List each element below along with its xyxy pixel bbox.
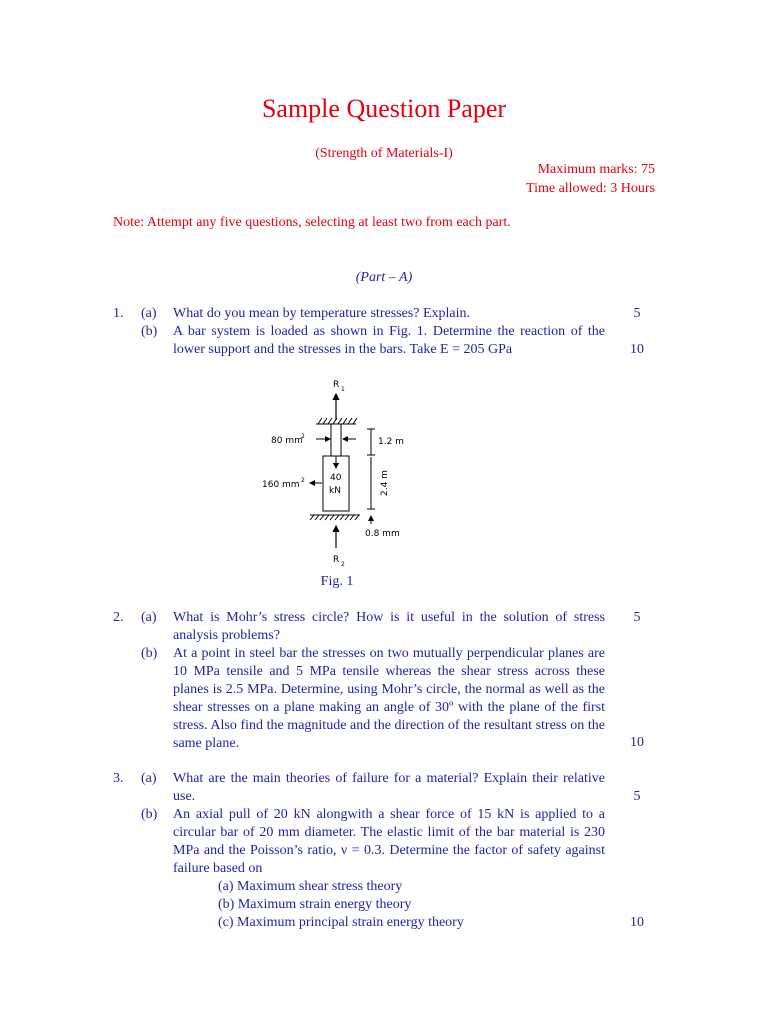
option-item: (a) Maximum shear stress theory: [218, 879, 403, 894]
thin-bar: [331, 424, 341, 456]
max-marks: Maximum marks: 75: [537, 162, 655, 177]
reaction-label: R: [333, 555, 340, 565]
question-number: 3.: [113, 771, 124, 786]
question-text: At a point in steel bar the stresses on two mutually perpendicular planes are 10 MPa tensile and 5 MPa tensile whereas the shear stress across these planes is 2.5 MPa. Determine, using Mohr’s circle, the normal as well as the shear stresses on a plane making an angle of 30º with the plane of the first stress. Also find the magnitude and the direction of the resultant stress on the same plane.: [173, 646, 605, 751]
time-allowed: Time allowed: 3 Hours: [526, 181, 655, 196]
area-label: 160 mm: [262, 480, 300, 490]
part-label: (a): [141, 771, 157, 786]
part-heading: (Part – A): [355, 270, 413, 285]
question-text: An axial pull of 20 kN alongwith a shear force of 15 kN is applied to a circular bar of 20 mm diameter. The elastic limit of the bar material is 230 MPa and the Poisson’s ratio, ν = 0.3. Determine the factor of safety against failure based on: [173, 807, 605, 876]
top-support: [316, 418, 357, 424]
marks: 5: [633, 610, 641, 625]
area-superscript: 2: [301, 433, 305, 440]
load-value: 40: [330, 473, 342, 483]
option-item: (b) Maximum strain energy theory: [218, 897, 412, 912]
bar-system-figure: [250, 372, 440, 572]
question-text: What is Mohr’s stress circle? How is it useful in the solution of stress analysis problems?: [173, 610, 605, 643]
area-superscript: 2: [301, 477, 305, 484]
marks: 10: [630, 915, 644, 930]
part-label: (a): [141, 610, 157, 625]
load-unit: kN: [329, 486, 341, 496]
part-label: (b): [141, 324, 158, 339]
question-number: 2.: [113, 610, 124, 625]
length-bottom: 2.4 m: [380, 470, 390, 496]
reaction-subscript: 1: [341, 386, 345, 393]
question-text: A bar system is loaded as shown in Fig. 1. Determine the reaction of the lower support and the stresses in the bars. Take E = 205 GPa: [173, 324, 605, 357]
marks: 10: [630, 735, 644, 750]
subject-title: (Strength of Materials-I): [315, 146, 453, 161]
reaction-subscript: 2: [341, 561, 345, 568]
figure-caption: Fig. 1: [320, 574, 354, 589]
length-top: 1.2 m: [378, 437, 404, 447]
dimension-lines: [367, 429, 375, 509]
part-label: (b): [141, 807, 158, 822]
gap-label: 0.8 mm: [365, 529, 400, 539]
marks: 5: [633, 789, 641, 804]
instructions-note: Note: Attempt any five questions, selecting at least two from each part.: [113, 215, 511, 230]
question-text: What do you mean by temperature stresses? Explain.: [173, 306, 471, 321]
part-label: (b): [141, 646, 158, 661]
paper-title: Sample Question Paper: [261, 94, 507, 123]
marks: 10: [630, 342, 644, 357]
bottom-support: [310, 515, 360, 520]
question-number: 1.: [113, 306, 124, 321]
question-text: What are the main theories of failure for a material? Explain their relative use.: [173, 771, 605, 804]
reaction-label: R: [333, 380, 340, 390]
option-item: (c) Maximum principal strain energy theory: [218, 915, 464, 930]
marks: 5: [633, 306, 641, 321]
area-label: 80 mm: [271, 436, 303, 446]
part-label: (a): [141, 306, 157, 321]
